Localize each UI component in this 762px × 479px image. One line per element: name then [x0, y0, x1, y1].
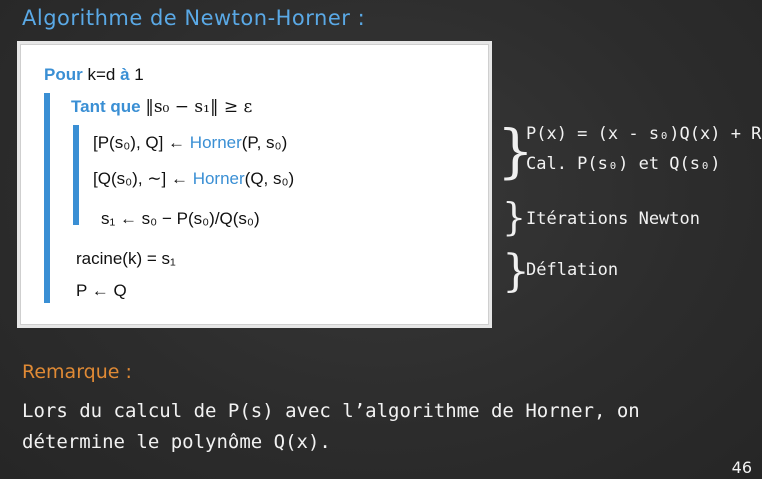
annotation-evaluation: Cal. P(s₀) et Q(s₀): [526, 154, 721, 174]
algorithm-box: [20, 44, 489, 325]
line1-horner: Horner: [189, 133, 242, 152]
page-number: 46: [731, 458, 752, 477]
line1-lhs: [P(s₀), Q] ←: [93, 133, 186, 152]
while-condition: ‖s₀ − s₁‖ ≥ ε: [145, 97, 253, 117]
newton-update-line: s₁ ← s₀ − P(s₀)/Q(s₀): [101, 209, 260, 228]
for-expression: k=d: [87, 65, 116, 84]
remark-title: Remarque :: [22, 361, 132, 383]
line1-args: (P, s₀): [241, 133, 288, 152]
for-loop-line: [44, 65, 144, 85]
horner-line-2: [93, 169, 294, 189]
horner-line-1: [93, 133, 287, 153]
brace-horner: }: [497, 117, 534, 185]
line2-lhs: [Q(s₀), ∼] ←: [93, 169, 188, 188]
line2-args: (Q, s₀): [244, 169, 295, 188]
remark-text: Lors du calcul de P(s) avec l’algorithme de Horner, on détermine le polynôme Q(x).: [22, 400, 640, 453]
brace-newton: }: [502, 195, 527, 239]
for-keyword: Pour: [44, 65, 83, 84]
brace-deflation: }: [502, 246, 530, 297]
annotation-factorization: P(x) = (x - s₀)Q(x) + R: [526, 124, 762, 144]
for-loop-bar: [44, 93, 50, 303]
for-to-keyword: à: [120, 65, 130, 84]
line2-horner: Horner: [192, 169, 245, 188]
annotation-newton-iterations: Itérations Newton: [526, 209, 700, 229]
for-end-value: 1: [134, 65, 144, 84]
slide-title: Algorithme de Newton-Horner :: [22, 6, 366, 30]
while-keyword: Tant que: [71, 97, 141, 116]
annotation-deflation: Déflation: [526, 260, 619, 280]
root-assign-line: racine(k) = s₁: [76, 249, 176, 268]
while-loop-bar: [73, 125, 79, 225]
deflation-line: P ← Q: [76, 281, 127, 300]
while-line: [71, 97, 252, 117]
